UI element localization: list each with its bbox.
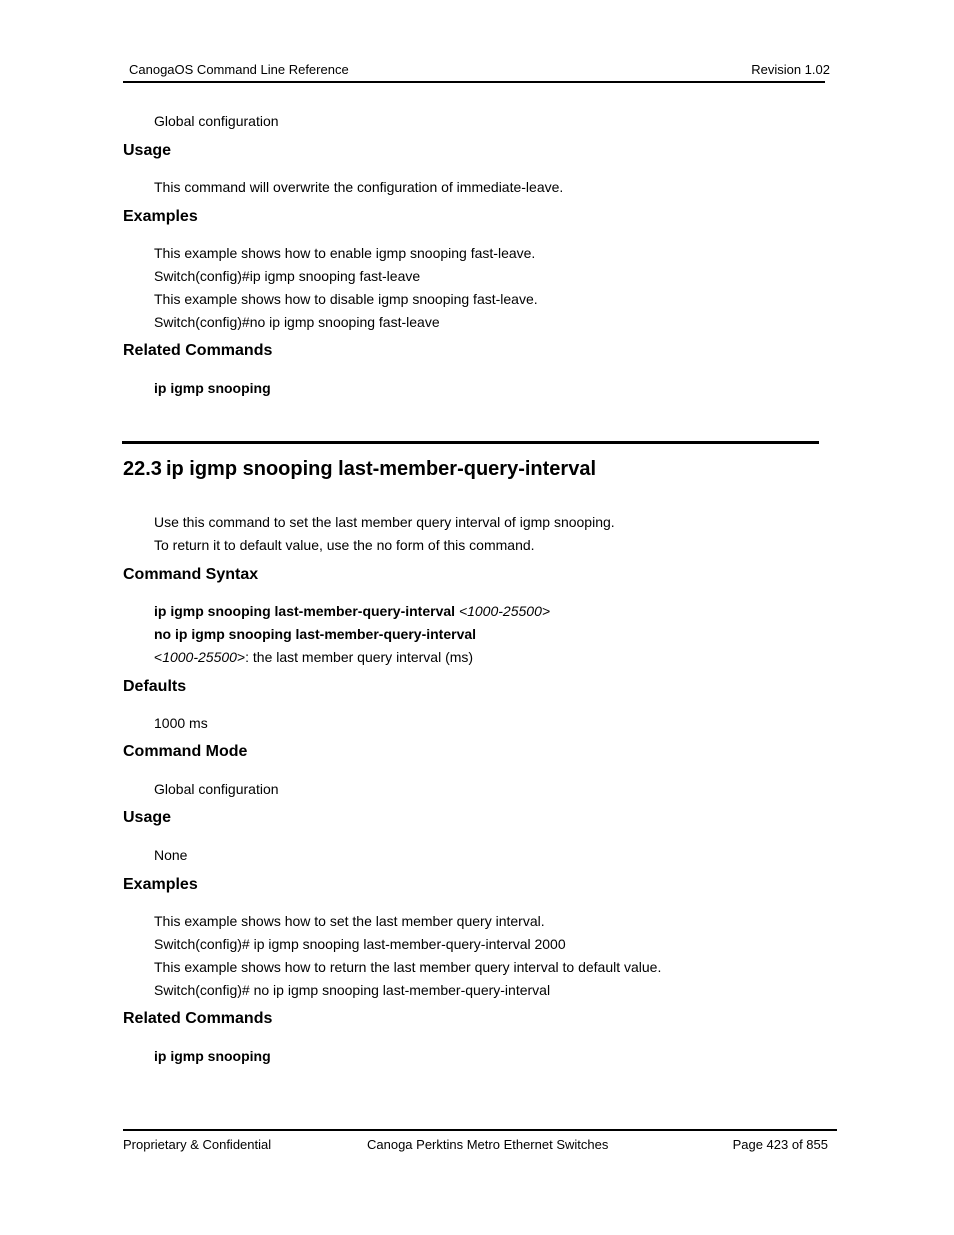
footer-page-number: Page 423 of 855	[732, 1137, 828, 1152]
related-command: ip igmp snooping	[154, 1048, 271, 1064]
footer-company: Canoga Perktins Metro Ethernet Switches	[367, 1137, 609, 1152]
examples-heading: Examples	[123, 208, 198, 225]
example-line: This example shows how to return the last member query interval to default value.	[154, 959, 662, 975]
usage-text: None	[154, 847, 188, 863]
command-mode-heading: Command Mode	[123, 743, 248, 760]
example-line: Switch(config)# no ip igmp snooping last-member-query-interval	[154, 982, 551, 998]
related-commands-heading: Related Commands	[123, 1010, 273, 1027]
param-name: 1000-25500	[162, 649, 237, 665]
defaults-text: 1000 ms	[154, 715, 208, 731]
usage-heading: Usage	[123, 809, 172, 826]
example-line: This example shows how to disable igmp snooping fast-leave.	[154, 291, 538, 307]
header-title: CanogaOS Command Line Reference	[129, 62, 349, 77]
example-line: Switch(config)#ip igmp snooping fast-leave	[154, 268, 421, 284]
command-mode-text: Global configuration	[154, 781, 279, 797]
section-title: ip igmp snooping last-member-query-interval	[165, 458, 596, 480]
defaults-heading: Defaults	[123, 678, 187, 695]
section-rule	[122, 441, 819, 444]
example-line: This example shows how to enable igmp snooping fast-leave.	[154, 245, 536, 261]
header-rule	[123, 81, 825, 83]
footer-rule	[123, 1129, 837, 1131]
section-heading	[123, 458, 596, 481]
description-line: To return it to default value, use the no form of this command.	[154, 537, 535, 553]
related-commands-heading: Related Commands	[123, 342, 273, 359]
description-line: Use this command to set the last member query interval of igmp snooping.	[154, 514, 615, 530]
param-bracket: <	[154, 649, 163, 665]
section-number: 22.3	[123, 458, 162, 480]
syntax-parameter: <1000-25500>	[458, 603, 551, 619]
syntax-line-2: no ip igmp snooping last-member-query-interval	[154, 626, 477, 642]
related-command: ip igmp snooping	[154, 380, 271, 396]
param-desc: >: the last member query interval (ms)	[236, 649, 474, 665]
mode-text: Global configuration	[154, 113, 279, 129]
syntax-heading: Command Syntax	[123, 566, 259, 583]
parameter-description	[154, 649, 473, 665]
usage-heading: Usage	[123, 142, 172, 159]
header-revision: Revision 1.02	[751, 62, 830, 77]
footer-confidential: Proprietary & Confidential	[123, 1137, 272, 1152]
syntax-command: ip igmp snooping last-member-query-interval	[154, 603, 456, 619]
syntax-line-1	[154, 603, 550, 619]
example-line: Switch(config)# ip igmp snooping last-member-query-interval 2000	[154, 936, 566, 952]
examples-heading: Examples	[123, 876, 198, 893]
usage-text: This command will overwrite the configuration of immediate-leave.	[154, 179, 564, 195]
example-line: This example shows how to set the last member query interval.	[154, 913, 545, 929]
example-line: Switch(config)#no ip igmp snooping fast-leave	[154, 314, 440, 330]
